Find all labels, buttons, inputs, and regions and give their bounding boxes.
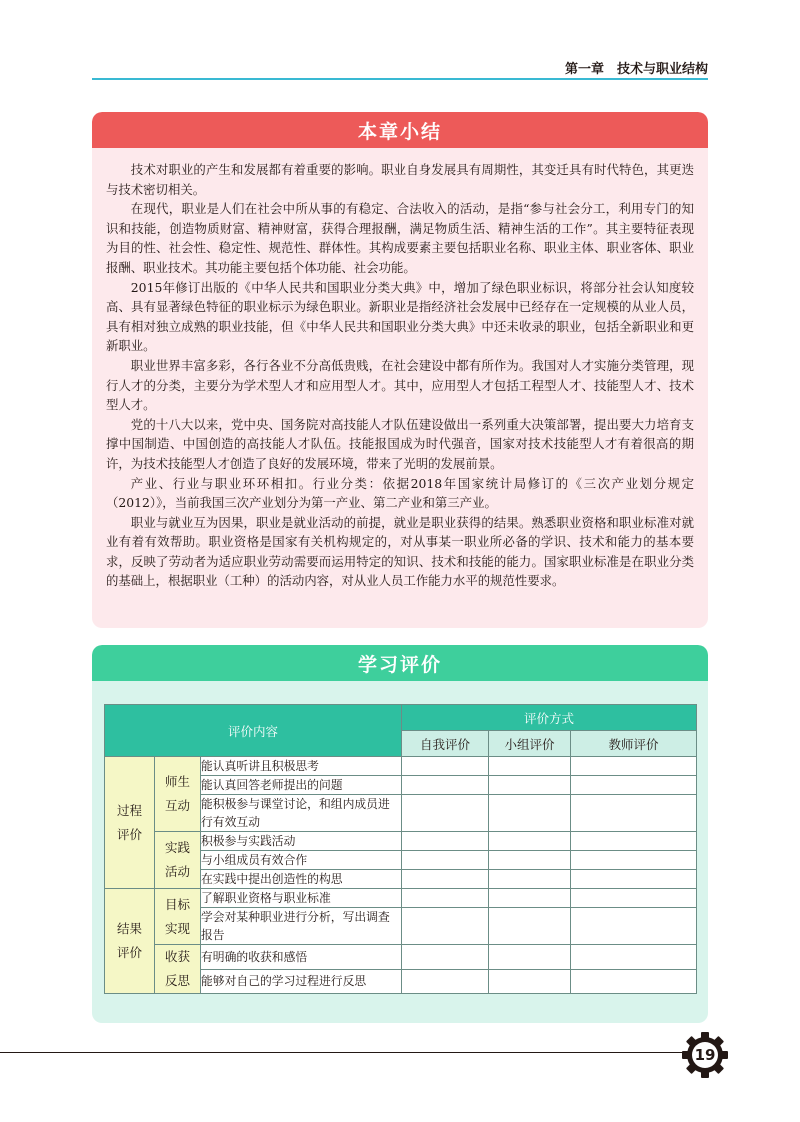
criterion-text: 积极参与实践活动: [201, 832, 402, 851]
teacher-eval-cell[interactable]: [571, 889, 697, 908]
teacher-eval-cell[interactable]: [571, 795, 697, 832]
self-eval-cell[interactable]: [402, 851, 489, 870]
table-row: [105, 889, 697, 908]
summary-paragraph: 在现代，职业是人们在社会中所从事的有稳定、合法收入的活动，是指“参与社会分工，利用专门的知识和技能，创造物质财富、精神财富，获得合理报酬，满足物质生活、精神生活的工作”。其主要特征表现为目的性、社会性、稳定性、规范性、群体性。其构成要素主要包括职业名称、职业主体、职业客体、职业报酬、职业技术。其功能主要包括个体功能、社会功能。: [106, 201, 694, 275]
self-eval-cell[interactable]: [402, 776, 489, 795]
summary-body: [92, 148, 708, 591]
subgroup-label: 师生互动: [155, 757, 201, 832]
group-eval-cell[interactable]: [489, 757, 571, 776]
criterion-text: 与小组成员有效合作: [201, 851, 402, 870]
summary-paragraph: 产业、行业与职业环环相扣。行业分类：依据2018年国家统计局修订的《三次产业划分规定（2012）》，当前我国三次产业划分为第一产业、第二产业和第三产业。: [106, 475, 694, 511]
group-eval-cell[interactable]: [489, 832, 571, 851]
self-eval-cell[interactable]: [402, 757, 489, 776]
summary-paragraph: 党的十八大以来，党中央、国务院对高技能人才队伍建设做出一系列重大决策部署，提出要大力培育支撑中国制造、中国创造的高技能人才队伍。技能报国成为时代强音，国家对技术技能型人才有着很高的期许，为技术技能型人才创造了良好的发展环境，带来了光明的发展前景。: [106, 416, 694, 471]
criterion-text: 学会对某种职业进行分析，写出调查报告: [201, 908, 402, 945]
self-eval-cell[interactable]: [402, 795, 489, 832]
table-row: [105, 832, 697, 851]
criterion-text: 能够对自己的学习过程进行反思: [201, 969, 402, 994]
self-eval-cell[interactable]: [402, 832, 489, 851]
header-teacher-eval: 教师评价: [571, 731, 697, 757]
self-eval-cell[interactable]: [402, 870, 489, 889]
criterion-text: 有明确的收获和感悟: [201, 945, 402, 970]
group-eval-cell[interactable]: [489, 908, 571, 945]
summary-paragraph: 技术对职业的产生和发展都有着重要的影响。职业自身发展具有周期性，其变迁具有时代特色，其更迭与技术密切相关。: [106, 162, 694, 197]
header-group-eval: 小组评价: [489, 731, 571, 757]
subgroup-label: 收获反思: [155, 945, 201, 994]
teacher-eval-cell[interactable]: [571, 870, 697, 889]
group-eval-cell[interactable]: [489, 870, 571, 889]
evaluation-table: [104, 704, 697, 994]
teacher-eval-cell[interactable]: [571, 851, 697, 870]
header-method: 评价方式: [402, 705, 697, 731]
chapter-summary-panel: [92, 112, 708, 628]
summary-title: 本章小结: [92, 112, 708, 148]
self-eval-cell[interactable]: [402, 908, 489, 945]
group-eval-cell[interactable]: [489, 851, 571, 870]
group-eval-cell[interactable]: [489, 776, 571, 795]
criterion-text: 了解职业资格与职业标准: [201, 889, 402, 908]
self-eval-cell[interactable]: [402, 969, 489, 994]
group-eval-cell[interactable]: [489, 889, 571, 908]
header-self-eval: 自我评价: [402, 731, 489, 757]
summary-paragraph: 职业与就业互为因果，职业是就业活动的前提，就业是职业获得的结果。熟悉职业资格和职业标准对就业有着有效帮助。职业资格是国家有关机构规定的，对从事某一职业所必备的学识、技术和能力的基本要求，反映了劳动者为适应职业劳动需要而运用特定的知识、技术和技能的能力。国家职业标准是在职业分类的基础上，根据职业（工种）的活动内容，对从业人员工作能力水平的规范性要求。: [106, 514, 694, 589]
self-eval-cell[interactable]: [402, 889, 489, 908]
criterion-text: 能认真回答老师提出的问题: [201, 776, 402, 795]
table-row: [105, 945, 697, 970]
group-eval-cell[interactable]: [489, 945, 571, 970]
chapter-title: 第一章 技术与职业结构: [564, 62, 708, 77]
summary-paragraph: 2015年修订出版的《中华人民共和国职业分类大典》中，增加了绿色职业标识，将部分社会认知度较高、具有显著绿色特征的职业标示为绿色职业。新职业是指经济社会发展中已经存在一定规模的从业人员，具有相对独立成熟的职业技能，但《中华人民共和国职业分类大典》中还未收录的职业，包括全新职业和更新职业。: [106, 279, 694, 354]
learning-evaluation-panel: [92, 645, 708, 1023]
header-content: 评价内容: [105, 705, 402, 757]
group-eval-cell[interactable]: [489, 969, 571, 994]
subgroup-label: 目标实现: [155, 889, 201, 945]
self-eval-cell[interactable]: [402, 945, 489, 970]
teacher-eval-cell[interactable]: [571, 757, 697, 776]
teacher-eval-cell[interactable]: [571, 969, 697, 994]
group-label: 结果评价: [105, 889, 155, 994]
teacher-eval-cell[interactable]: [571, 832, 697, 851]
page-number: 19: [694, 1046, 716, 1064]
table-row: [105, 757, 697, 776]
evaluation-title: 学习评价: [92, 645, 708, 681]
criterion-text: 能认真听讲且积极思考: [201, 757, 402, 776]
group-label: 过程评价: [105, 757, 155, 889]
footer-divider: [0, 1052, 690, 1053]
criterion-text: 能积极参与课堂讨论，和组内成员进行有效互动: [201, 795, 402, 832]
summary-paragraph: 职业世界丰富多彩，各行各业不分高低贵贱，在社会建设中都有所作为。我国对人才实施分类管理，现行人才的分类，主要分为学术型人才和应用型人才。其中，应用型人才包括工程型人才、技能型人才、技术型人才。: [106, 357, 694, 413]
teacher-eval-cell[interactable]: [571, 776, 697, 795]
header-divider: [92, 78, 708, 80]
teacher-eval-cell[interactable]: [571, 945, 697, 970]
subgroup-label: 实践活动: [155, 832, 201, 889]
criterion-text: 在实践中提出创造性的构思: [201, 870, 402, 889]
group-eval-cell[interactable]: [489, 795, 571, 832]
teacher-eval-cell[interactable]: [571, 908, 697, 945]
